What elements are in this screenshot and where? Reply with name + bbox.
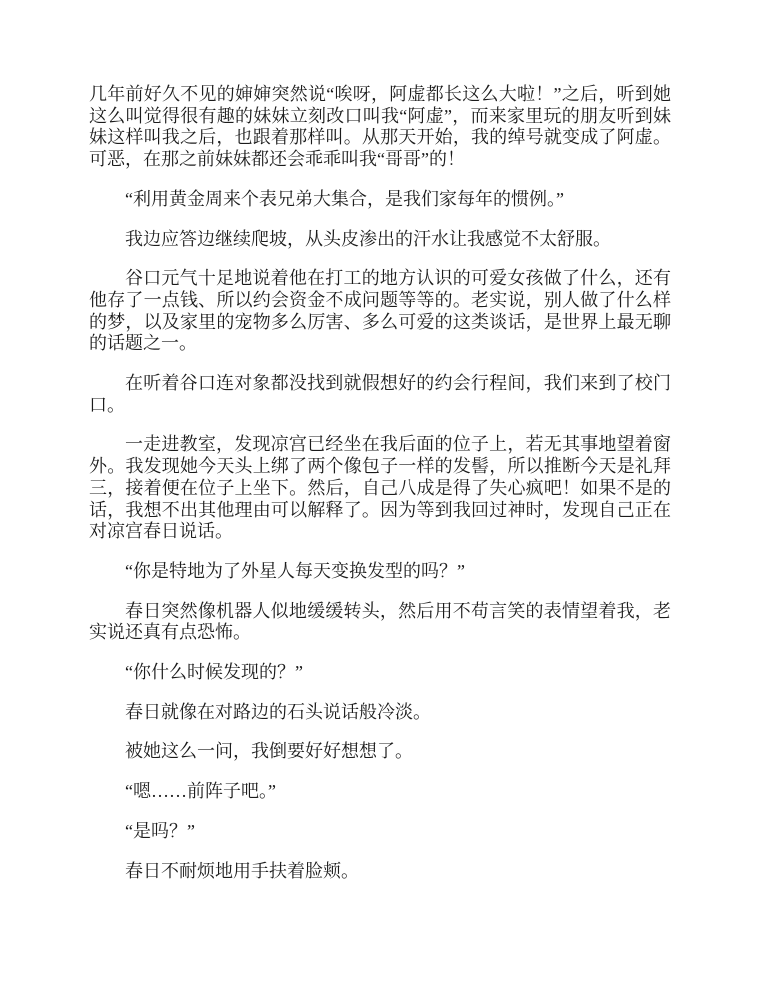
paragraph: 在听着谷口连对象都没找到就假想好的约会行程间，我们来到了校门口。	[89, 373, 671, 415]
paragraph: 春日就像在对路边的石头说话般冷淡。	[125, 701, 431, 722]
paragraph-dialogue: “利用黄金周来个表兄弟大集合，是我们家每年的惯例。”	[125, 188, 564, 209]
paragraph-dialogue: “是吗？”	[125, 820, 195, 841]
paragraph: 被她这么一问，我倒要好好想想了。	[125, 741, 413, 762]
paragraph: 春日不耐烦地用手扶着脸颊。	[125, 860, 359, 881]
paragraph: 我边应答边继续爬坡，从头皮渗出的汗水让我感觉不太舒服。	[125, 228, 611, 249]
paragraph: 谷口元气十足地说着他在打工的地方认识的可爱女孩做了什么，还有他存了一点钱、所以约会资金不成问题等等的。老实说，别人做了什么样的梦，以及家里的宠物多么厉害、多么可爱的这类谈话，是世界上最无聊的话题之一。	[89, 268, 671, 354]
paragraph-dialogue: “你什么时候发现的？”	[125, 662, 303, 683]
paragraph-dialogue: “嗯……前阵子吧。”	[125, 781, 276, 802]
paragraph: 一走进教室，发现凉宫已经坐在我后面的位子上，若无其事地望着窗外。我发现她今天头上绑了两个像包子一样的发髻，所以推断今天是礼拜三，接着便在位子上坐下。然后，自己八成是得了失心疯吧！如果不是的话，我想不出其他理由可以解释了。因为等到我回过神时，发现自己正在对凉宫春日说话。	[89, 434, 671, 542]
paragraph: 几年前好久不见的婶婶突然说“唉呀，阿虚都长这么大啦！”之后，听到她这么叫觉得很有趣的妹妹立刻改口叫我“阿虚”，而来家里玩的朋友听到妹妹这样叫我之后，也跟着那样叫。从那天开始，我的绰号就变成了阿虚。可恶，在那之前妹妹都还会乖乖叫我“哥哥”的！	[89, 84, 671, 170]
paragraph: 春日突然像机器人似地缓缓转头，然后用不苟言笑的表情望着我，老实说还真有点恐怖。	[89, 600, 671, 643]
paragraph-dialogue: “你是特地为了外星人每天变换发型的吗？”	[125, 560, 465, 581]
text-block	[89, 84, 671, 882]
